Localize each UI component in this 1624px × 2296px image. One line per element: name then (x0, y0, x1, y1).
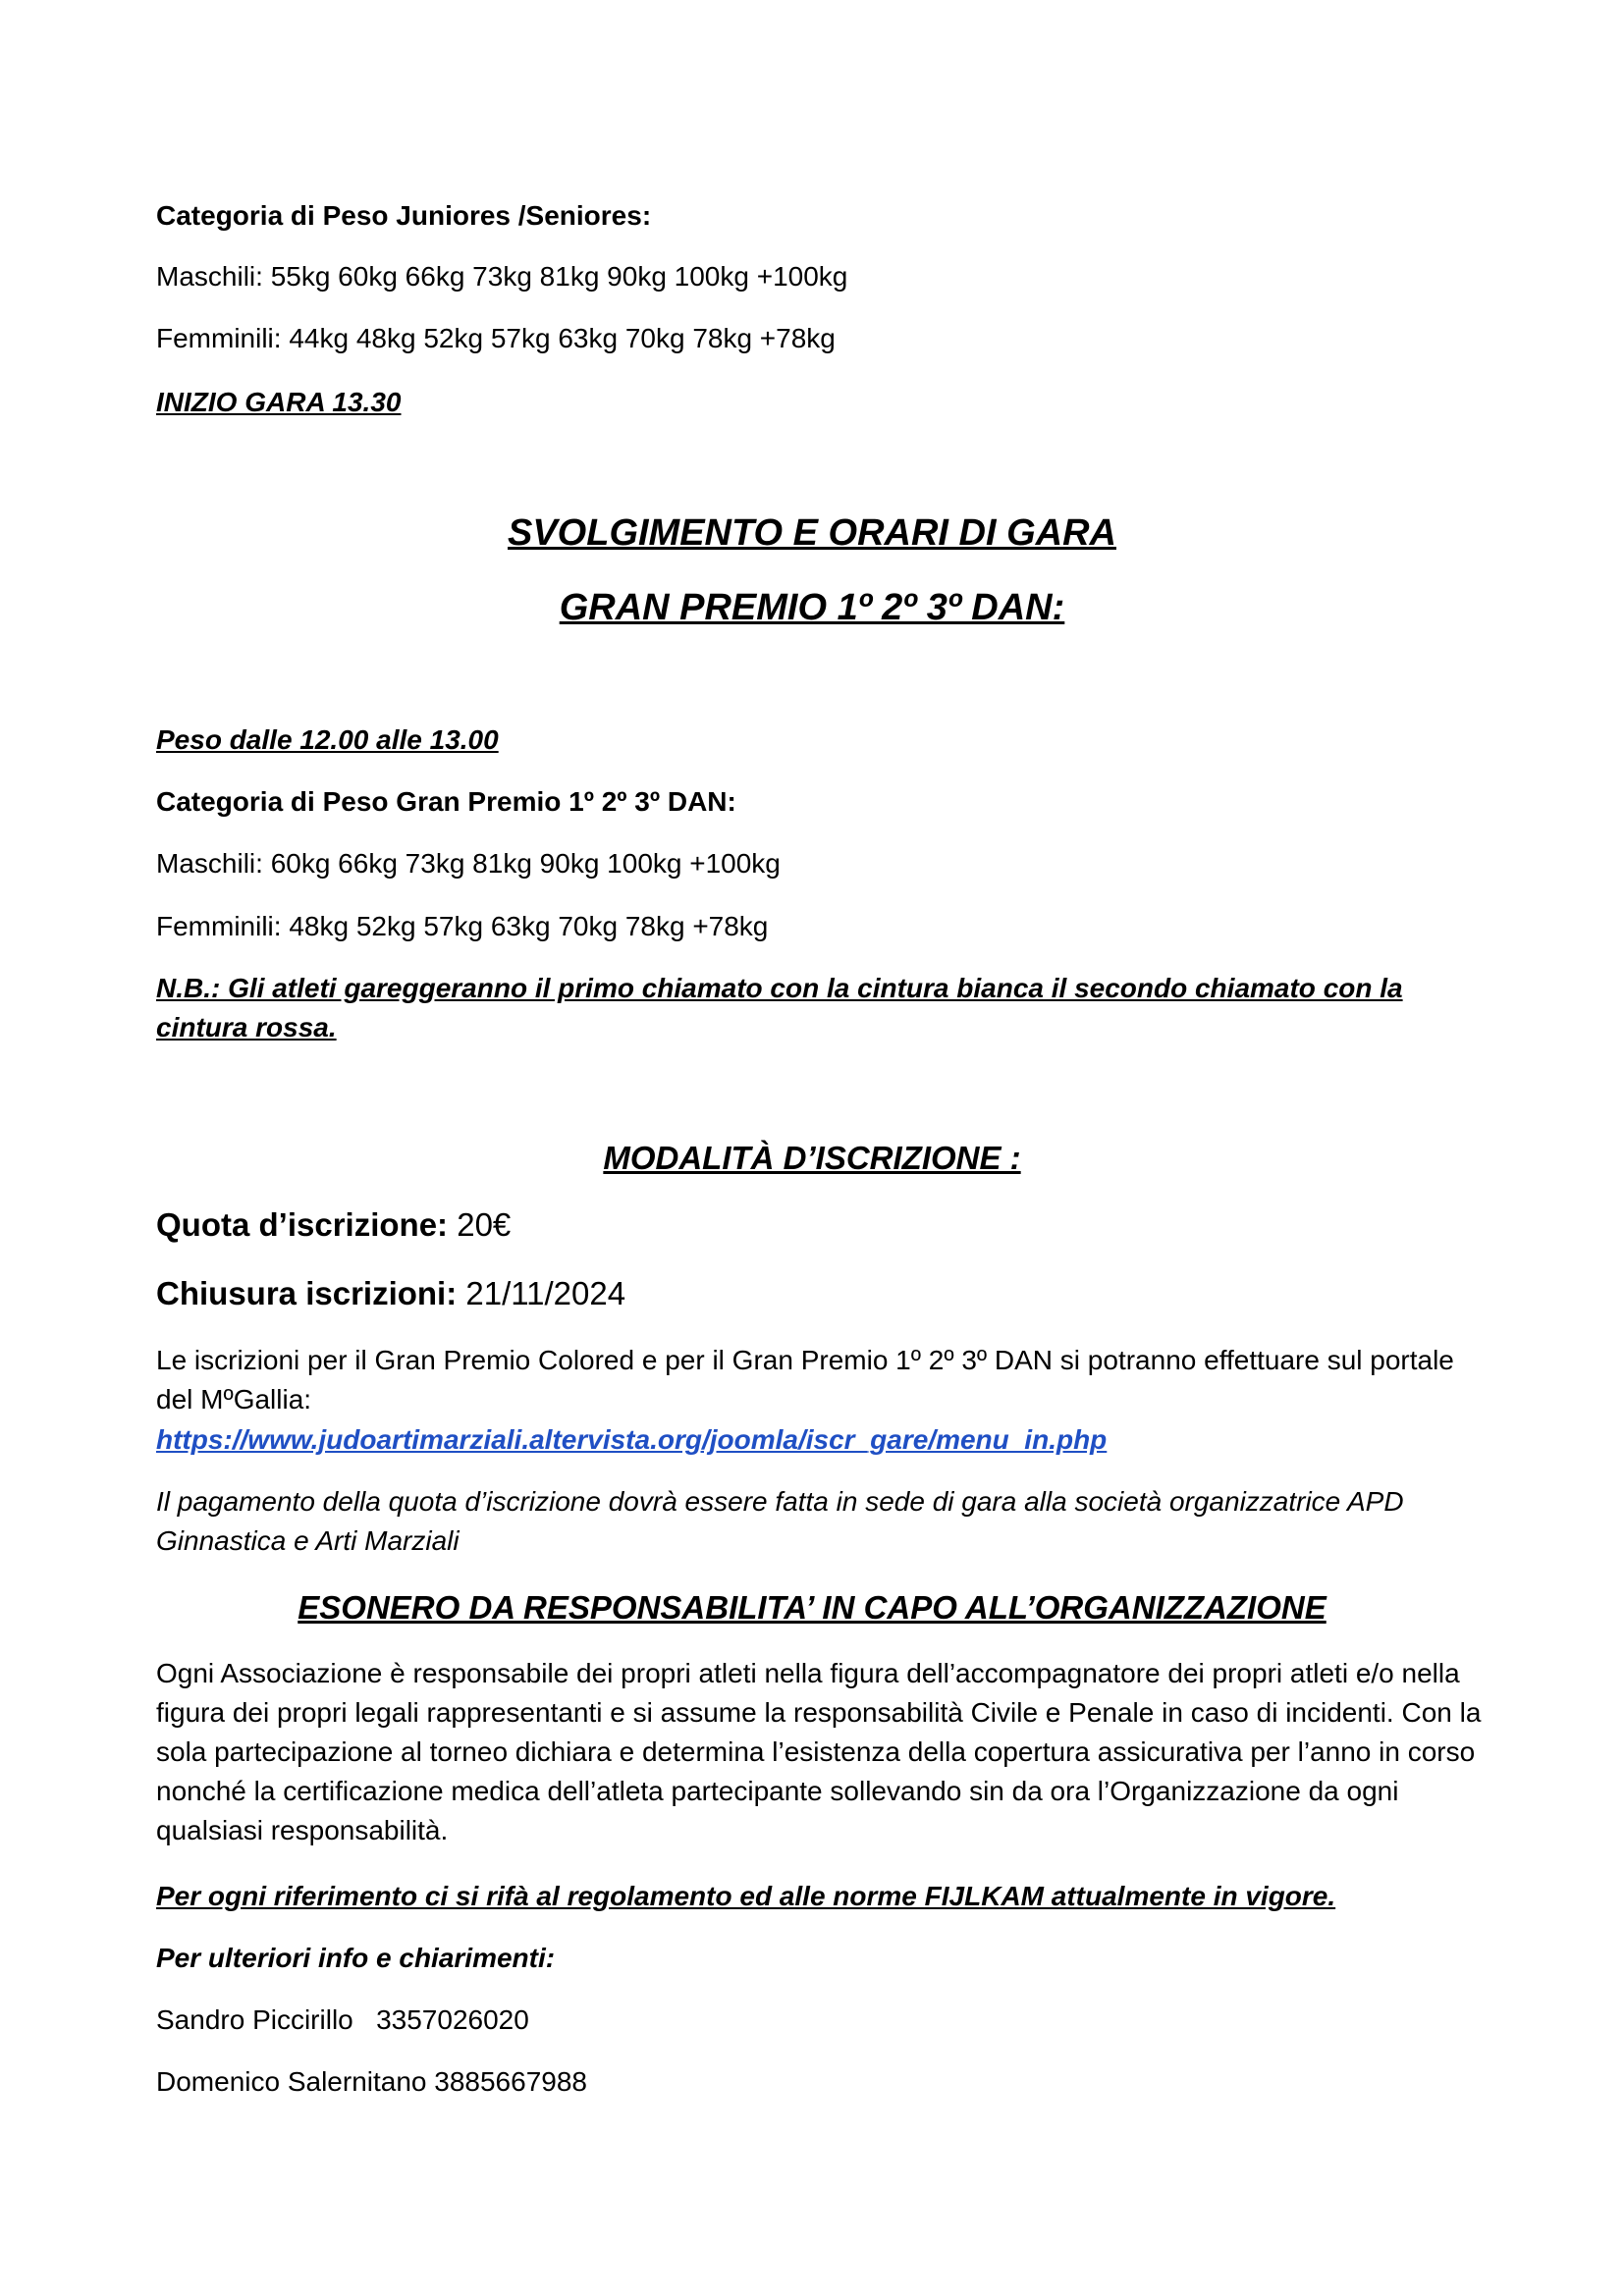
juniores-heading: Categoria di Peso Juniores /Seniores: (156, 200, 652, 231)
nb-cintura: N.B.: Gli atleti gareggeranno il primo chiamato con la cintura bianca il secondo chiamato con la cintura rossa. (156, 973, 1403, 1042)
esonero-title: ESONERO DA RESPONSABILITA’ IN CAPO ALL’ORGANIZZAZIONE (298, 1589, 1326, 1626)
pagamento-text: Il pagamento della quota d’iscrizione dovrà essere fatta in sede di gara alla società organizzatrice APD Ginnastica e Arti Marziali (156, 1486, 1404, 1556)
contact-domenico: Domenico Salernitano 3885667988 (156, 2066, 587, 2097)
peso-orario: Peso dalle 12.00 alle 13.00 (156, 724, 499, 755)
granpremio-maschili: Maschili: 60kg 66kg 73kg 81kg 90kg 100kg +100kg (156, 848, 781, 879)
gran-premio-title: GRAN PREMIO 1º 2º 3º DAN: (559, 587, 1065, 628)
granpremio-femminili: Femminili: 48kg 52kg 57kg 63kg 70kg 78kg +78kg (156, 911, 769, 941)
quota-iscrizione (156, 1203, 511, 1247)
chiusura-value: 21/11/2024 (457, 1275, 626, 1311)
quota-label: Quota d’iscrizione: (156, 1206, 449, 1243)
juniores-femminili: Femminili: 44kg 48kg 52kg 57kg 63kg 70kg 78kg +78kg (156, 323, 836, 353)
granpremio-heading: Categoria di Peso Gran Premio 1º 2º 3º DAN: (156, 786, 736, 817)
juniores-maschili: Maschili: 55kg 60kg 66kg 73kg 81kg 90kg 100kg +100kg (156, 261, 848, 292)
svolgimento-title: SVOLGIMENTO E ORARI DI GARA (507, 512, 1116, 554)
chiusura-iscrizioni (156, 1272, 625, 1315)
quota-value: 20€ (448, 1206, 512, 1243)
riferimento-fijlkam: Per ogni riferimento ci si rifà al regolamento ed alle norme FIJLKAM attualmente in vigore. (156, 1881, 1336, 1911)
chiusura-label: Chiusura iscrizioni: (156, 1275, 458, 1311)
esonero-text: Ogni Associazione è responsabile dei propri atleti nella figura dell’accompagnatore dei propri atleti e/o nella figura dei propri legali rappresentanti e si assume la responsabilità Civile e Penale in caso di incidenti. Con la sola partecipazione al torneo dichiara e determina l’esistenza della copertura assicurativa per l’anno in corso nonché la certificazione medica dell’atleta partecipante sollevando sin da ora l’Organizzazione da ogni qualsiasi responsabilità. (156, 1658, 1482, 1845)
inizio-gara: INIZIO GARA 13.30 (156, 387, 402, 417)
modalita-iscrizione-title: MODALITÀ D’ISCRIZIONE : (603, 1140, 1021, 1176)
info-heading: Per ulteriori info e chiarimenti: (156, 1943, 556, 1973)
iscrizione-text: Le iscrizioni per il Gran Premio Colored e per il Gran Premio 1º 2º 3º DAN si potranno effettuare sul portale del MºGallia: (156, 1345, 1454, 1415)
iscrizione-link[interactable]: https://www.judoartimarziali.altervista.org/joomla/iscr_gare/menu_in.php (156, 1424, 1108, 1455)
contact-sandro: Sandro Piccirillo 3357026020 (156, 2004, 529, 2035)
